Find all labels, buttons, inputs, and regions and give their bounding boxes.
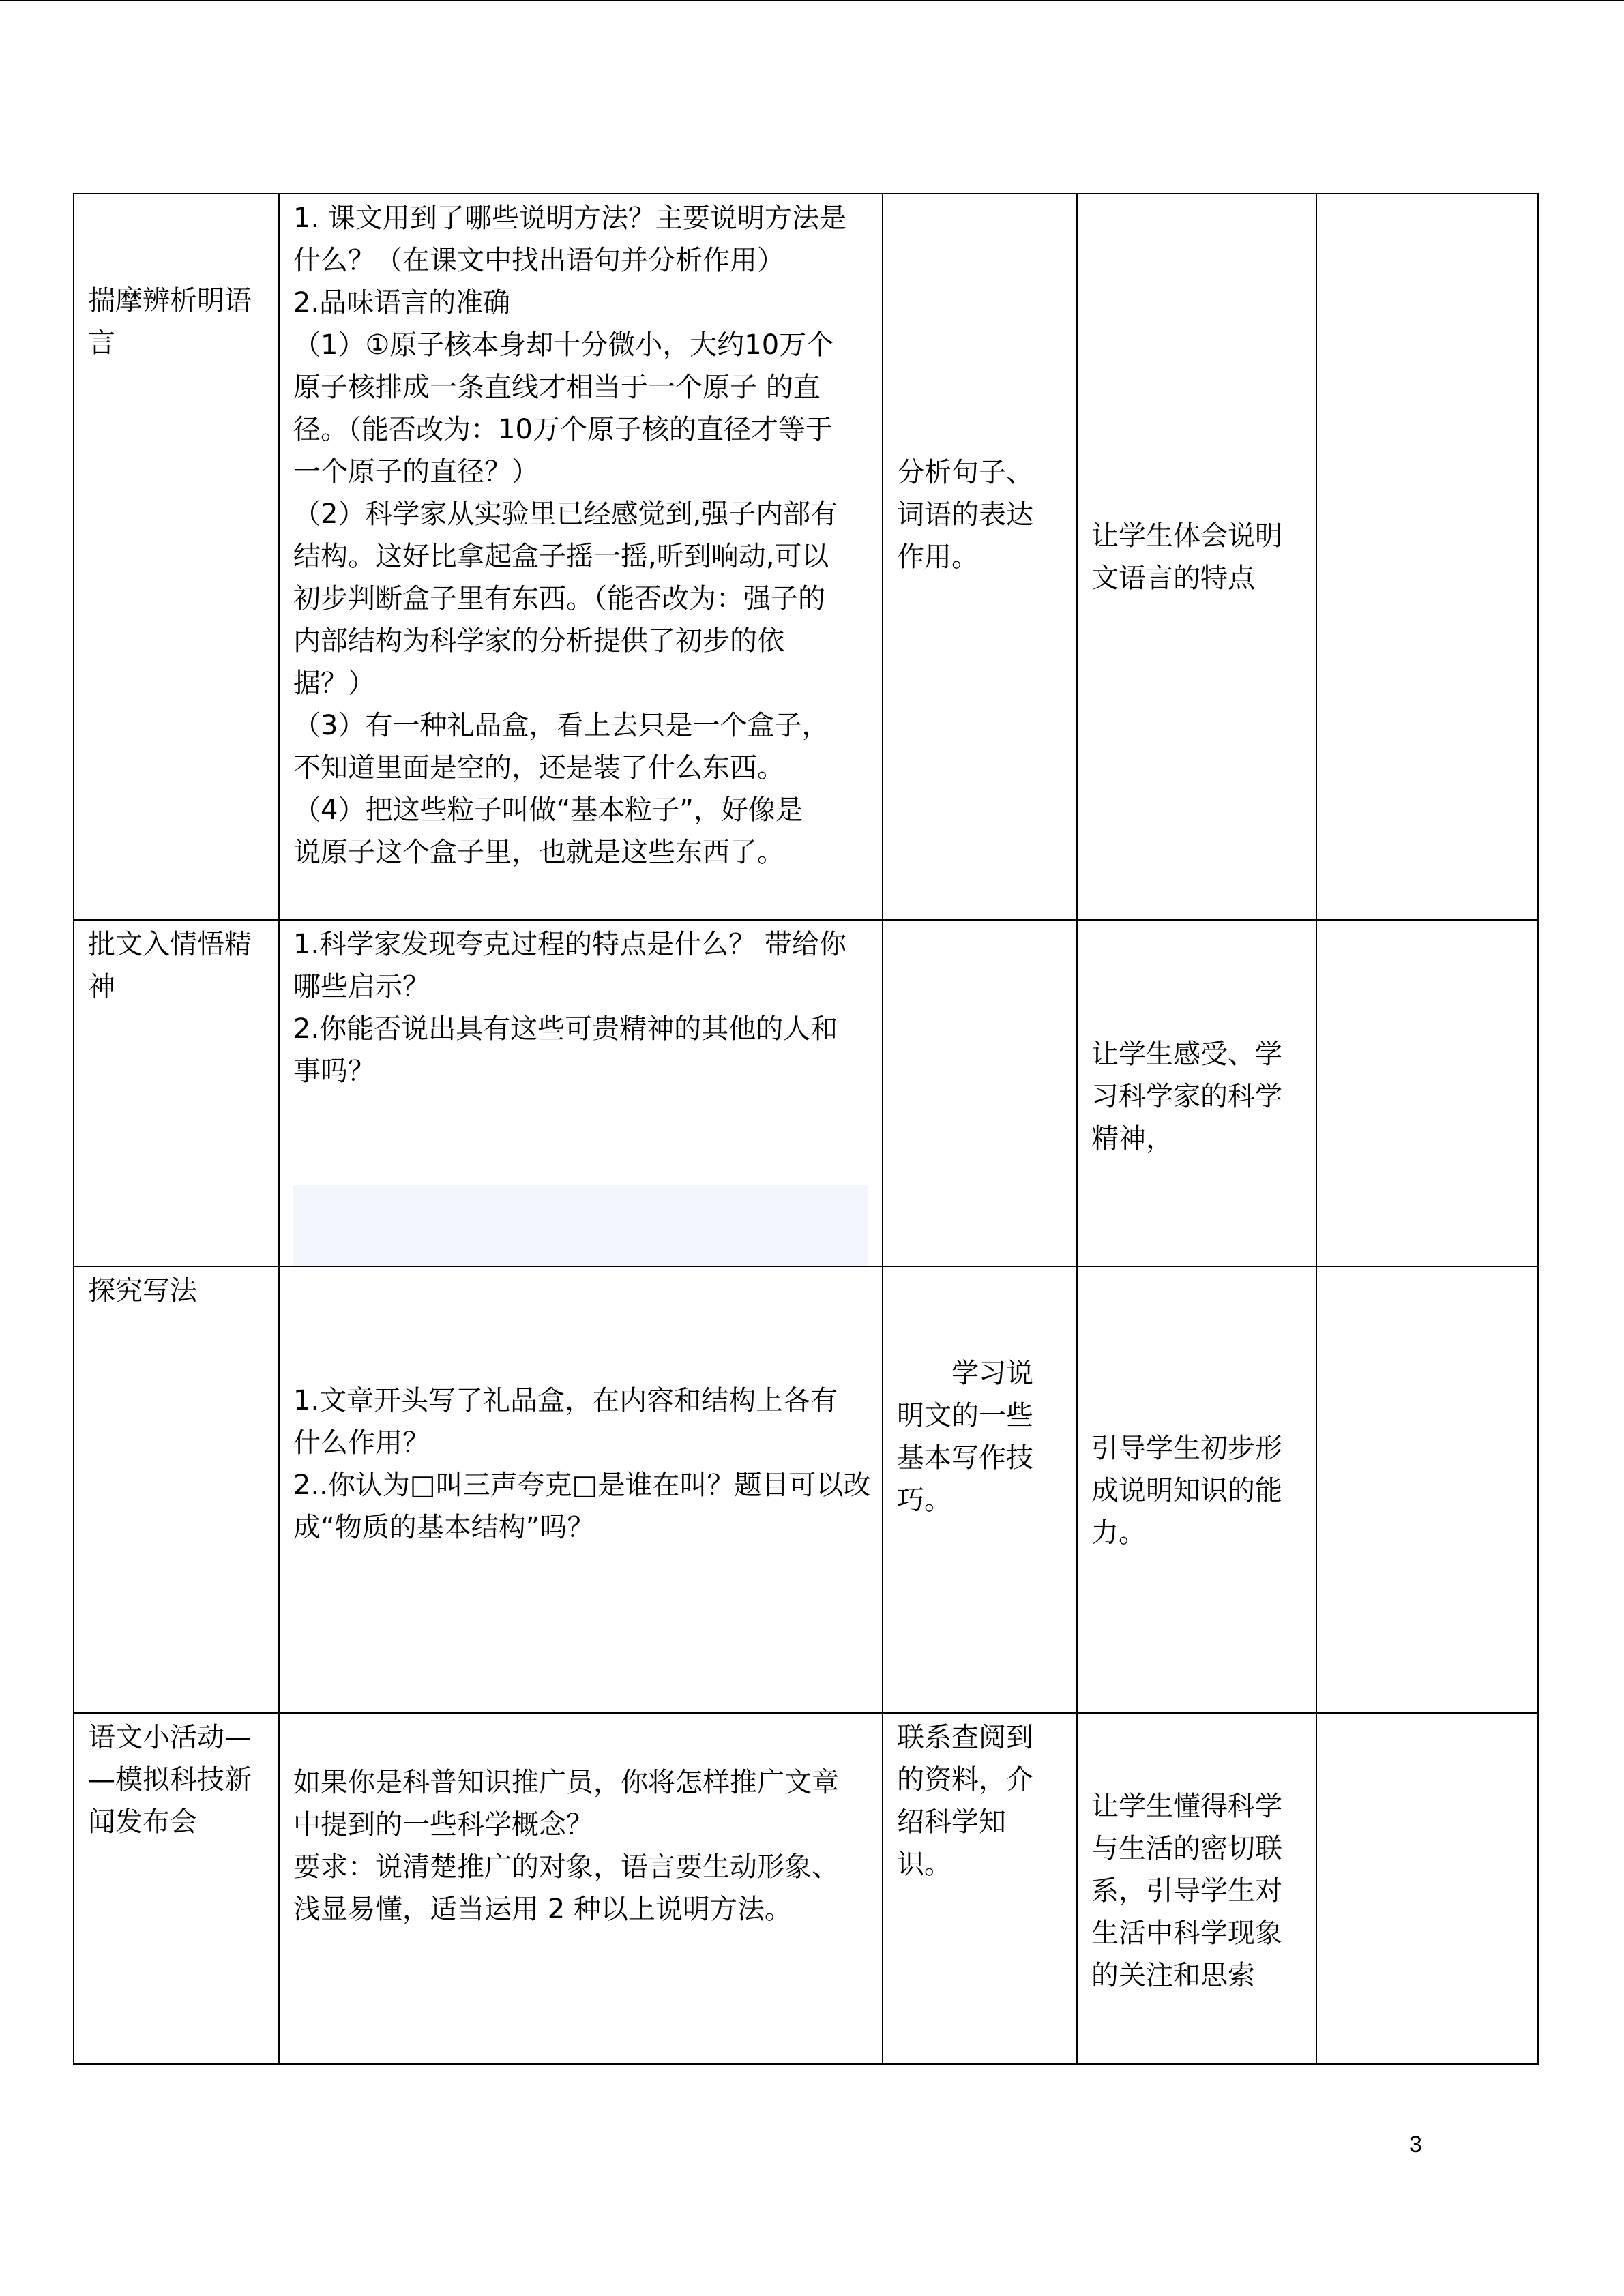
content-text: 2..你认为□叫三声夸克□是谁在叫？题目可以改 [293,1470,871,1501]
content-text: 据？） [293,668,375,699]
page-number: 3 [1409,2132,1422,2158]
content-text: 1. 课文用到了哪些说明方法？主要说明方法是 [293,203,846,234]
content-text: 什么？（在课文中找出语句并分析作用） [293,245,784,276]
activity-text: 识。 [897,1849,951,1880]
stage-cell [74,1266,279,1713]
activity-cell [883,194,1077,920]
intent-text: 与生活的密切联 [1091,1833,1282,1864]
content-text: 一个原子的直径？） [293,456,539,488]
intent-text: 文语言的特点 [1091,563,1255,594]
activity-cell [883,1266,1077,1713]
activity-text: 联系查阅到 [897,1722,1033,1753]
stage-text: 语文小活动— [88,1722,252,1753]
content-text: 内部结构为科学家的分析提供了初步的依 [293,625,784,657]
content-text: （1）①原子核本身却十分微小，大约10万个 [293,329,834,361]
content-text: 不知道里面是空的，还是装了什么东西。 [293,752,784,784]
table-row [74,1266,1538,1713]
content-text: 1.文章开头写了礼品盒，在内容和结构上各有 [293,1385,838,1416]
intent-text: 让学生感受、学 [1091,1039,1282,1070]
intent-text: 让学生懂得科学 [1091,1791,1282,1822]
stage-text: —模拟科技新 [88,1764,252,1795]
content-text: （2）科学家从实验里已经感觉到,强子内部有 [293,498,838,530]
activity-text: 基本写作技 [897,1442,1033,1474]
content-text: 什么作用？ [293,1427,430,1459]
intent-text: 生活中科学现象 [1091,1918,1282,1949]
content-text: （3）有一种礼品盒，看上去只是一个盒子， [293,710,829,741]
content-text: 要求：说清楚推广的对象，语言要生动形象、 [293,1851,839,1883]
stage-text: 揣摩辨析明语 [88,285,252,316]
content-text: 如果你是科普知识推广员，你将怎样推广文章 [293,1767,839,1798]
activity-text: 分析句子、 [897,457,1033,488]
intent-cell [1077,194,1316,920]
content-cell [279,1713,883,2064]
content-text: 成“物质的基本结构”吗？ [293,1512,595,1543]
content-text: 哪些启示？ [293,971,430,1002]
content-text: 中提到的一些科学概念？ [293,1809,593,1840]
activity-text: 明文的一些 [897,1400,1033,1431]
empty-cell [1316,194,1538,920]
content-text: 2.你能否说出具有这些可贵精神的其他的人和 [293,1013,838,1045]
content-text: 1.科学家发现夸克过程的特点是什么？ 带给你 [293,929,846,960]
activity-cell [883,920,1077,1266]
intent-text: 力。 [1091,1517,1146,1549]
content-text: 结构。这好比拿起盒子摇一摇,听到响动,可以 [293,541,829,572]
stage-text: 批文入情悟精 [88,929,252,960]
stage-text: 探究写法 [88,1275,197,1307]
stage-cell [74,1713,279,2064]
intent-cell [1077,1266,1316,1713]
intent-text: 引导学生初步形 [1091,1433,1282,1464]
intent-text: 习科学家的科学 [1091,1081,1282,1112]
content-text: （4）把这些粒子叫做“基本粒子”，好像是 [293,794,803,826]
intent-text: 系，引导学生对 [1091,1875,1282,1907]
highlight-shading [293,1185,868,1266]
stage-text: 神 [88,971,115,1002]
lesson-plan-table [73,193,1539,2065]
content-text: 浅显易懂，适当运用 2 种以上说明方法。 [293,1894,792,1925]
content-text: 说原子这个盒子里，也就是这些东西了。 [293,837,784,868]
table-row [74,194,1538,920]
intent-text: 的关注和思索 [1091,1960,1255,1991]
activity-text: 巧。 [897,1485,951,1516]
content-text: 事吗？ [293,1056,375,1087]
activity-text: 学习说 [897,1358,1033,1389]
content-cell [279,920,883,1266]
activity-text: 词语的表达 [897,499,1033,531]
content-cell [279,1266,883,1713]
intent-text: 让学生体会说明 [1091,520,1282,552]
content-text: 初步判断盒子里有东西。（能否改为：强子的 [293,583,825,614]
intent-text: 成说明知识的能 [1091,1475,1282,1506]
activity-text: 的资料，介 [897,1764,1033,1795]
activity-text: 作用。 [897,541,979,573]
intent-cell [1077,920,1316,1266]
content-text: 原子核排成一条直线才相当于一个原子 的直 [293,372,821,403]
stage-text: 闻发布会 [88,1806,197,1838]
empty-cell [1316,920,1538,1266]
table-row [74,920,1538,1266]
empty-cell [1316,1266,1538,1713]
activity-text: 绍科学知 [897,1806,1006,1838]
stage-cell [74,194,279,920]
empty-cell [1316,1713,1538,2064]
activity-cell [883,1713,1077,2064]
content-cell [279,194,883,920]
table-row [74,1713,1538,2064]
top-border-line [0,0,1624,1]
intent-text: 精神， [1091,1123,1173,1154]
content-text: 径。（能否改为：10万个原子核的直径才等于 [293,414,833,445]
content-text: 2.品味语言的准确 [293,287,511,318]
stage-text: 言 [88,327,115,359]
stage-cell [74,920,279,1266]
intent-cell [1077,1713,1316,2064]
